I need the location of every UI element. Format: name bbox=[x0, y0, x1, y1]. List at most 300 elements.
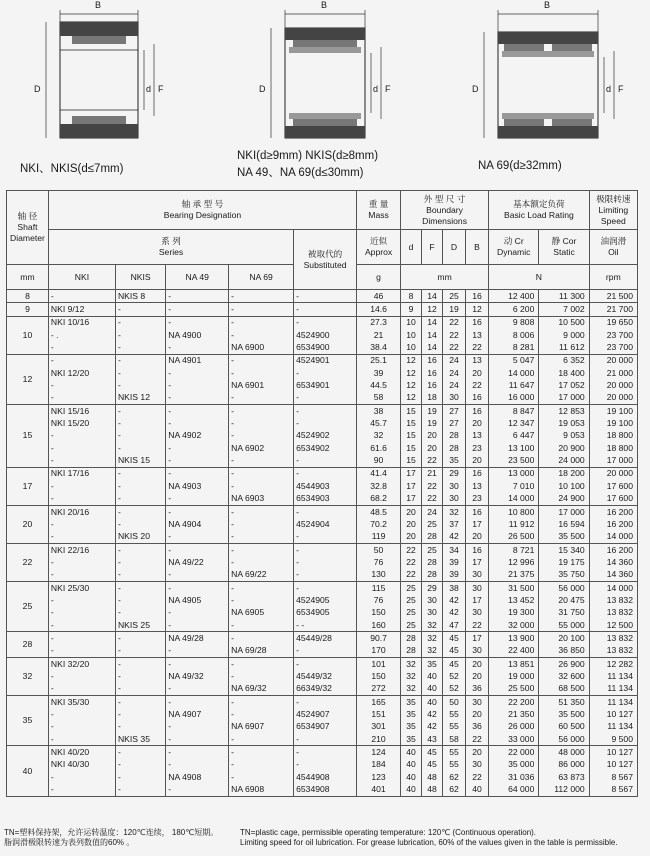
table-row bbox=[7, 354, 638, 367]
cell-na69: - bbox=[229, 354, 294, 367]
cell-oil-speed: 13 832 bbox=[589, 607, 637, 619]
cell-na49: - bbox=[166, 379, 229, 391]
cell-static: 48 000 bbox=[539, 746, 589, 759]
cell-substituted: - bbox=[294, 367, 357, 379]
cell-substituted: - bbox=[294, 746, 357, 759]
cell-d: 12 bbox=[401, 392, 422, 405]
cell-d: 40 bbox=[401, 746, 422, 759]
cell-na49: - bbox=[166, 505, 229, 518]
cell-nkis: - bbox=[115, 543, 165, 556]
cell-d: 40 bbox=[401, 759, 422, 771]
cell-b: 30 bbox=[466, 759, 489, 771]
cell-substituted: - bbox=[294, 316, 357, 329]
cell-substituted: 6534901 bbox=[294, 379, 357, 391]
cell-dynamic: 31 036 bbox=[489, 771, 539, 783]
cell-nkis: - bbox=[115, 493, 165, 506]
cell-static: 11 612 bbox=[539, 341, 589, 354]
cell-static: 60 500 bbox=[539, 721, 589, 733]
cell-b: 22 bbox=[466, 619, 489, 632]
table-row bbox=[7, 379, 638, 391]
header-mass: 重 量 Mass bbox=[357, 191, 401, 230]
cell-nkis: - bbox=[115, 783, 165, 796]
unit-shaft: mm bbox=[7, 265, 49, 290]
diagram-caption-1: NKI、NKIS(d≤7mm) bbox=[20, 163, 124, 175]
cell-dynamic: 32 000 bbox=[489, 619, 539, 632]
cell-b: 36 bbox=[466, 721, 489, 733]
cell-outer-d: 30 bbox=[442, 493, 465, 506]
cell-dynamic: 13 900 bbox=[489, 632, 539, 645]
cell-na69: - bbox=[229, 556, 294, 568]
cell-substituted: 6534907 bbox=[294, 721, 357, 733]
cell-f: 14 bbox=[422, 316, 443, 329]
cell-b: 20 bbox=[466, 417, 489, 429]
cell-f: 40 bbox=[422, 696, 443, 709]
cell-oil-speed: 8 567 bbox=[589, 783, 637, 796]
cell-outer-d: 22 bbox=[442, 341, 465, 354]
cell-mass: 401 bbox=[357, 783, 401, 796]
table-row bbox=[7, 569, 638, 582]
footnote-en-line2: Limiting speed for oil lubrication. For grease lubrication, 60% of the values given in the table is permissible. bbox=[240, 838, 618, 847]
cell-na49: - bbox=[166, 290, 229, 303]
cell-dynamic: 22 400 bbox=[489, 645, 539, 658]
cell-dynamic: 6 447 bbox=[489, 430, 539, 442]
cell-na69: - bbox=[229, 316, 294, 329]
cell-outer-d: 35 bbox=[442, 454, 465, 467]
cell-outer-d: 55 bbox=[442, 708, 465, 720]
cell-oil-speed: 10 127 bbox=[589, 746, 637, 759]
cell-f: 29 bbox=[422, 581, 443, 594]
cell-f: 16 bbox=[422, 379, 443, 391]
cell-substituted: 4524905 bbox=[294, 594, 357, 606]
cell-b: 20 bbox=[466, 454, 489, 467]
cell-substituted: - bbox=[294, 569, 357, 582]
cell-nki: - bbox=[48, 771, 115, 783]
cell-d: 25 bbox=[401, 619, 422, 632]
table-row bbox=[7, 417, 638, 429]
cell-outer-d: 24 bbox=[442, 354, 465, 367]
table-row bbox=[7, 645, 638, 658]
cell-substituted: 66349/32 bbox=[294, 683, 357, 696]
header-substituted: 被取代的 Substituted bbox=[294, 230, 357, 290]
cell-nkis: - bbox=[115, 417, 165, 429]
cell-outer-d: 55 bbox=[442, 721, 465, 733]
cell-static: 24 900 bbox=[539, 493, 589, 506]
cell-nki: - bbox=[48, 442, 115, 454]
cell-dynamic: 16 000 bbox=[489, 392, 539, 405]
cell-nki: NKI 15/20 bbox=[48, 417, 115, 429]
cell-b: 20 bbox=[466, 670, 489, 682]
dim-label-inner: d bbox=[606, 84, 612, 94]
cell-substituted: - bbox=[294, 759, 357, 771]
cell-nkis: - bbox=[115, 657, 165, 670]
header-shaft: 轴 径 Shaft Diameter bbox=[7, 191, 49, 265]
cell-na69: NA 6901 bbox=[229, 379, 294, 391]
cell-b: 22 bbox=[466, 733, 489, 746]
cell-static: 26 900 bbox=[539, 657, 589, 670]
cell-b: 12 bbox=[466, 303, 489, 316]
cell-dynamic: 19 300 bbox=[489, 607, 539, 619]
cell-substituted: 6534902 bbox=[294, 442, 357, 454]
cell-nkis: - bbox=[115, 354, 165, 367]
cell-outer-d: 30 bbox=[442, 392, 465, 405]
cell-na49: NA 4908 bbox=[166, 771, 229, 783]
cell-b: 16 bbox=[466, 316, 489, 329]
cell-oil-speed: 20 000 bbox=[589, 392, 637, 405]
cell-b: 30 bbox=[466, 607, 489, 619]
cell-nki: - bbox=[48, 290, 115, 303]
cell-nkis: - bbox=[115, 341, 165, 354]
cell-f: 32 bbox=[422, 645, 443, 658]
cell-mass: 70.2 bbox=[357, 518, 401, 530]
cell-dynamic: 64 000 bbox=[489, 783, 539, 796]
cell-static: 63 873 bbox=[539, 771, 589, 783]
table-row bbox=[7, 543, 638, 556]
cell-b: 23 bbox=[466, 493, 489, 506]
table-row bbox=[7, 430, 638, 442]
cell-mass: 184 bbox=[357, 759, 401, 771]
cell-na69: - bbox=[229, 303, 294, 316]
cell-mass: 101 bbox=[357, 657, 401, 670]
table-row bbox=[7, 454, 638, 467]
cell-nki: - bbox=[48, 518, 115, 530]
cell-na69: NA 6908 bbox=[229, 783, 294, 796]
cell-d: 20 bbox=[401, 505, 422, 518]
cell-outer-d: 28 bbox=[442, 442, 465, 454]
cell-na69: NA 69/22 bbox=[229, 569, 294, 582]
header-dimensions: 外 型 尺 寸 Boundary Dimensions bbox=[401, 191, 489, 230]
cell-mass: 150 bbox=[357, 607, 401, 619]
cell-nkis: - bbox=[115, 379, 165, 391]
cell-oil-speed: 9 500 bbox=[589, 733, 637, 746]
shaft-diameter-cell: 32 bbox=[7, 657, 49, 695]
cell-nkis: - bbox=[115, 316, 165, 329]
dim-label-b: B bbox=[321, 0, 328, 10]
cell-na69: - bbox=[229, 405, 294, 418]
cell-f: 18 bbox=[422, 392, 443, 405]
dim-label-inner: d bbox=[373, 84, 379, 94]
table-row bbox=[7, 759, 638, 771]
cell-na49: NA 49/28 bbox=[166, 632, 229, 645]
cell-na49: NA 4903 bbox=[166, 480, 229, 492]
cell-dynamic: 12 400 bbox=[489, 290, 539, 303]
cell-oil-speed: 14 000 bbox=[589, 581, 637, 594]
cell-na69: - bbox=[229, 746, 294, 759]
cell-nki: NKI 35/30 bbox=[48, 696, 115, 709]
cell-nkis: - bbox=[115, 569, 165, 582]
cell-outer-d: 19 bbox=[442, 303, 465, 316]
cell-b: 30 bbox=[466, 696, 489, 709]
cell-nki: - bbox=[48, 556, 115, 568]
cell-static: 17 000 bbox=[539, 392, 589, 405]
cell-static: 32 600 bbox=[539, 670, 589, 682]
cell-d: 35 bbox=[401, 721, 422, 733]
cell-nkis: - bbox=[115, 367, 165, 379]
cell-b: 13 bbox=[466, 354, 489, 367]
cell-mass: 272 bbox=[357, 683, 401, 696]
table-row bbox=[7, 290, 638, 303]
cell-mass: 32 bbox=[357, 430, 401, 442]
cell-outer-d: 52 bbox=[442, 670, 465, 682]
cell-static: 51 350 bbox=[539, 696, 589, 709]
table-row bbox=[7, 303, 638, 316]
unit-dims: mm bbox=[401, 265, 489, 290]
table-row bbox=[7, 708, 638, 720]
cell-na69: - bbox=[229, 657, 294, 670]
cell-b: 30 bbox=[466, 569, 489, 582]
cell-d: 17 bbox=[401, 493, 422, 506]
cell-nkis: - bbox=[115, 683, 165, 696]
cell-mass: 68.2 bbox=[357, 493, 401, 506]
table-row bbox=[7, 733, 638, 746]
cell-na69: - bbox=[229, 454, 294, 467]
cell-mass: 160 bbox=[357, 619, 401, 632]
diagram-nki-nkis-small bbox=[20, 0, 170, 182]
cell-f: 32 bbox=[422, 619, 443, 632]
cell-nkis: - bbox=[115, 696, 165, 709]
cell-na69: - bbox=[229, 759, 294, 771]
cell-oil-speed: 21 500 bbox=[589, 290, 637, 303]
cell-mass: 38 bbox=[357, 405, 401, 418]
cell-na49: - bbox=[166, 683, 229, 696]
cell-static: 17 000 bbox=[539, 505, 589, 518]
cell-d: 15 bbox=[401, 405, 422, 418]
cell-outer-d: 50 bbox=[442, 696, 465, 709]
dim-label-outer: D bbox=[34, 84, 41, 94]
cell-mass: 44.5 bbox=[357, 379, 401, 391]
cell-b: 16 bbox=[466, 392, 489, 405]
cell-substituted: - bbox=[294, 696, 357, 709]
cell-oil-speed: 20 000 bbox=[589, 467, 637, 480]
table-row bbox=[7, 316, 638, 329]
cell-na49: - bbox=[166, 417, 229, 429]
cell-static: 24 000 bbox=[539, 454, 589, 467]
cell-nkis: - bbox=[115, 645, 165, 658]
cell-na49: - bbox=[166, 733, 229, 746]
cell-f: 40 bbox=[422, 683, 443, 696]
cell-nki: - bbox=[48, 480, 115, 492]
shaft-diameter-cell: 12 bbox=[7, 354, 49, 404]
cell-na69: - bbox=[229, 670, 294, 682]
cell-dynamic: 8 281 bbox=[489, 341, 539, 354]
cell-static: 9 000 bbox=[539, 329, 589, 341]
cell-static: 10 100 bbox=[539, 480, 589, 492]
cell-nki: - bbox=[48, 379, 115, 391]
cell-nkis: NKIS 8 bbox=[115, 290, 165, 303]
cell-d: 10 bbox=[401, 316, 422, 329]
cell-nkis: - bbox=[115, 594, 165, 606]
cell-outer-d: 24 bbox=[442, 367, 465, 379]
cell-na49: - bbox=[166, 405, 229, 418]
table-row bbox=[7, 329, 638, 341]
table-row bbox=[7, 783, 638, 796]
cell-outer-d: 52 bbox=[442, 683, 465, 696]
cell-nki: - bbox=[48, 569, 115, 582]
cell-d: 17 bbox=[401, 467, 422, 480]
cell-substituted: - bbox=[294, 657, 357, 670]
cell-nkis: - bbox=[115, 607, 165, 619]
cell-na69: - bbox=[229, 632, 294, 645]
cell-dynamic: 23 500 bbox=[489, 454, 539, 467]
cell-b: 30 bbox=[466, 581, 489, 594]
cell-oil-speed: 10 127 bbox=[589, 759, 637, 771]
cell-nkis: - bbox=[115, 329, 165, 341]
cell-static: 20 100 bbox=[539, 632, 589, 645]
table-row bbox=[7, 493, 638, 506]
cell-oil-speed: 16 200 bbox=[589, 543, 637, 556]
cell-substituted: 4524904 bbox=[294, 518, 357, 530]
cell-f: 12 bbox=[422, 303, 443, 316]
cell-dynamic: 13 851 bbox=[489, 657, 539, 670]
cell-static: 19 175 bbox=[539, 556, 589, 568]
cell-substituted: 6534908 bbox=[294, 783, 357, 796]
cell-nkis: - bbox=[115, 771, 165, 783]
footnote-cn bbox=[4, 828, 218, 848]
cell-mass: 32.8 bbox=[357, 480, 401, 492]
diagram-caption-3: NA 69(d≥32mm) bbox=[478, 160, 562, 172]
cell-dynamic: 11 912 bbox=[489, 518, 539, 530]
cell-na49: NA 4907 bbox=[166, 708, 229, 720]
cell-na49: - bbox=[166, 467, 229, 480]
dim-label-race: F bbox=[385, 84, 391, 94]
cell-f: 22 bbox=[422, 493, 443, 506]
cell-f: 25 bbox=[422, 518, 443, 530]
cell-na49: - bbox=[166, 367, 229, 379]
cell-oil-speed: 21 700 bbox=[589, 303, 637, 316]
cell-na49: - bbox=[166, 581, 229, 594]
cell-outer-d: 58 bbox=[442, 733, 465, 746]
footnote-en bbox=[240, 828, 618, 848]
table-row bbox=[7, 594, 638, 606]
cell-mass: 90.7 bbox=[357, 632, 401, 645]
cell-substituted: - bbox=[294, 405, 357, 418]
cell-b: 16 bbox=[466, 405, 489, 418]
cell-mass: 14.6 bbox=[357, 303, 401, 316]
cell-nki: - bbox=[48, 708, 115, 720]
cell-outer-d: 47 bbox=[442, 619, 465, 632]
cell-mass: 119 bbox=[357, 531, 401, 544]
cell-d: 28 bbox=[401, 632, 422, 645]
cell-oil-speed: 16 200 bbox=[589, 518, 637, 530]
dim-label-outer: D bbox=[472, 84, 479, 94]
cell-b: 17 bbox=[466, 594, 489, 606]
cell-oil-speed: 11 134 bbox=[589, 670, 637, 682]
cell-nki: - bbox=[48, 392, 115, 405]
cell-oil-speed: 13 832 bbox=[589, 594, 637, 606]
cell-f: 42 bbox=[422, 721, 443, 733]
cell-mass: 151 bbox=[357, 708, 401, 720]
unit-speed: rpm bbox=[589, 265, 637, 290]
cell-d: 15 bbox=[401, 442, 422, 454]
table-row bbox=[7, 405, 638, 418]
header-approx: 近似 Approx bbox=[357, 230, 401, 265]
cell-nkis: - bbox=[115, 721, 165, 733]
cell-outer-d: 62 bbox=[442, 783, 465, 796]
dim-label-race: F bbox=[158, 84, 164, 94]
cell-nkis: NKIS 12 bbox=[115, 392, 165, 405]
cell-substituted: - bbox=[294, 581, 357, 594]
cell-b: 22 bbox=[466, 771, 489, 783]
cell-b: 16 bbox=[466, 543, 489, 556]
cell-outer-d: 55 bbox=[442, 746, 465, 759]
cell-static: 35 750 bbox=[539, 569, 589, 582]
cell-na49: - bbox=[166, 316, 229, 329]
cell-na49: - bbox=[166, 696, 229, 709]
table-row bbox=[7, 556, 638, 568]
cell-na69: - bbox=[229, 329, 294, 341]
cell-oil-speed: 18 800 bbox=[589, 430, 637, 442]
cell-nkis: - bbox=[115, 632, 165, 645]
cell-f: 22 bbox=[422, 454, 443, 467]
cell-static: 17 052 bbox=[539, 379, 589, 391]
diagram-caption-2a: NKI(d≥9mm) NKIS(d≥8mm) bbox=[237, 150, 379, 162]
cell-na49: - bbox=[166, 442, 229, 454]
cell-f: 43 bbox=[422, 733, 443, 746]
cell-substituted: - bbox=[294, 467, 357, 480]
cell-b: 20 bbox=[466, 746, 489, 759]
cell-outer-d: 34 bbox=[442, 543, 465, 556]
cell-static: 19 053 bbox=[539, 417, 589, 429]
cell-f: 25 bbox=[422, 543, 443, 556]
cell-na69: - bbox=[229, 771, 294, 783]
cell-outer-d: 22 bbox=[442, 329, 465, 341]
cell-nki: NKI 40/30 bbox=[48, 759, 115, 771]
cell-na49: - bbox=[166, 783, 229, 796]
cell-dynamic: 11 647 bbox=[489, 379, 539, 391]
cell-d: 8 bbox=[401, 290, 422, 303]
cell-na69: - bbox=[229, 543, 294, 556]
cell-outer-d: 29 bbox=[442, 467, 465, 480]
dim-label-inner: d bbox=[146, 84, 152, 94]
cell-dynamic: 26 000 bbox=[489, 721, 539, 733]
shaft-diameter-cell: 28 bbox=[7, 632, 49, 658]
cell-outer-d: 45 bbox=[442, 645, 465, 658]
cell-mass: 46 bbox=[357, 290, 401, 303]
cell-substituted: - - bbox=[294, 619, 357, 632]
cell-mass: 41.4 bbox=[357, 467, 401, 480]
cell-f: 20 bbox=[422, 442, 443, 454]
cell-d: 25 bbox=[401, 594, 422, 606]
cell-na49: NA 4905 bbox=[166, 594, 229, 606]
cell-nki: - bbox=[48, 783, 115, 796]
cell-nkis: NKIS 35 bbox=[115, 733, 165, 746]
shaft-diameter-cell: 20 bbox=[7, 505, 49, 543]
cell-outer-d: 39 bbox=[442, 556, 465, 568]
header-series: 系 列 Series bbox=[48, 230, 293, 265]
table-row bbox=[7, 467, 638, 480]
cell-nki: - bbox=[48, 683, 115, 696]
cell-dynamic: 13 000 bbox=[489, 467, 539, 480]
footnote-en-line1: TN=plastic cage, permissible operating temperature: 120℃ (Continuous operation). bbox=[240, 828, 537, 837]
cell-oil-speed: 16 200 bbox=[589, 505, 637, 518]
cell-na69: - bbox=[229, 708, 294, 720]
cell-nki: - bbox=[48, 619, 115, 632]
cell-nki: - bbox=[48, 594, 115, 606]
cell-b: 16 bbox=[466, 290, 489, 303]
cell-d: 28 bbox=[401, 645, 422, 658]
cell-nkis: - bbox=[115, 759, 165, 771]
cell-na49: NA 49/22 bbox=[166, 556, 229, 568]
diagram-caption-2b: NA 49、NA 69(d≤30mm) bbox=[237, 167, 364, 179]
header-dim-f: F bbox=[422, 230, 443, 265]
cell-static: 56 000 bbox=[539, 581, 589, 594]
cell-mass: 61.6 bbox=[357, 442, 401, 454]
cell-d: 15 bbox=[401, 430, 422, 442]
cell-oil-speed: 10 127 bbox=[589, 708, 637, 720]
cell-outer-d: 30 bbox=[442, 480, 465, 492]
cell-outer-d: 27 bbox=[442, 417, 465, 429]
cell-dynamic: 13 100 bbox=[489, 442, 539, 454]
cell-outer-d: 45 bbox=[442, 632, 465, 645]
